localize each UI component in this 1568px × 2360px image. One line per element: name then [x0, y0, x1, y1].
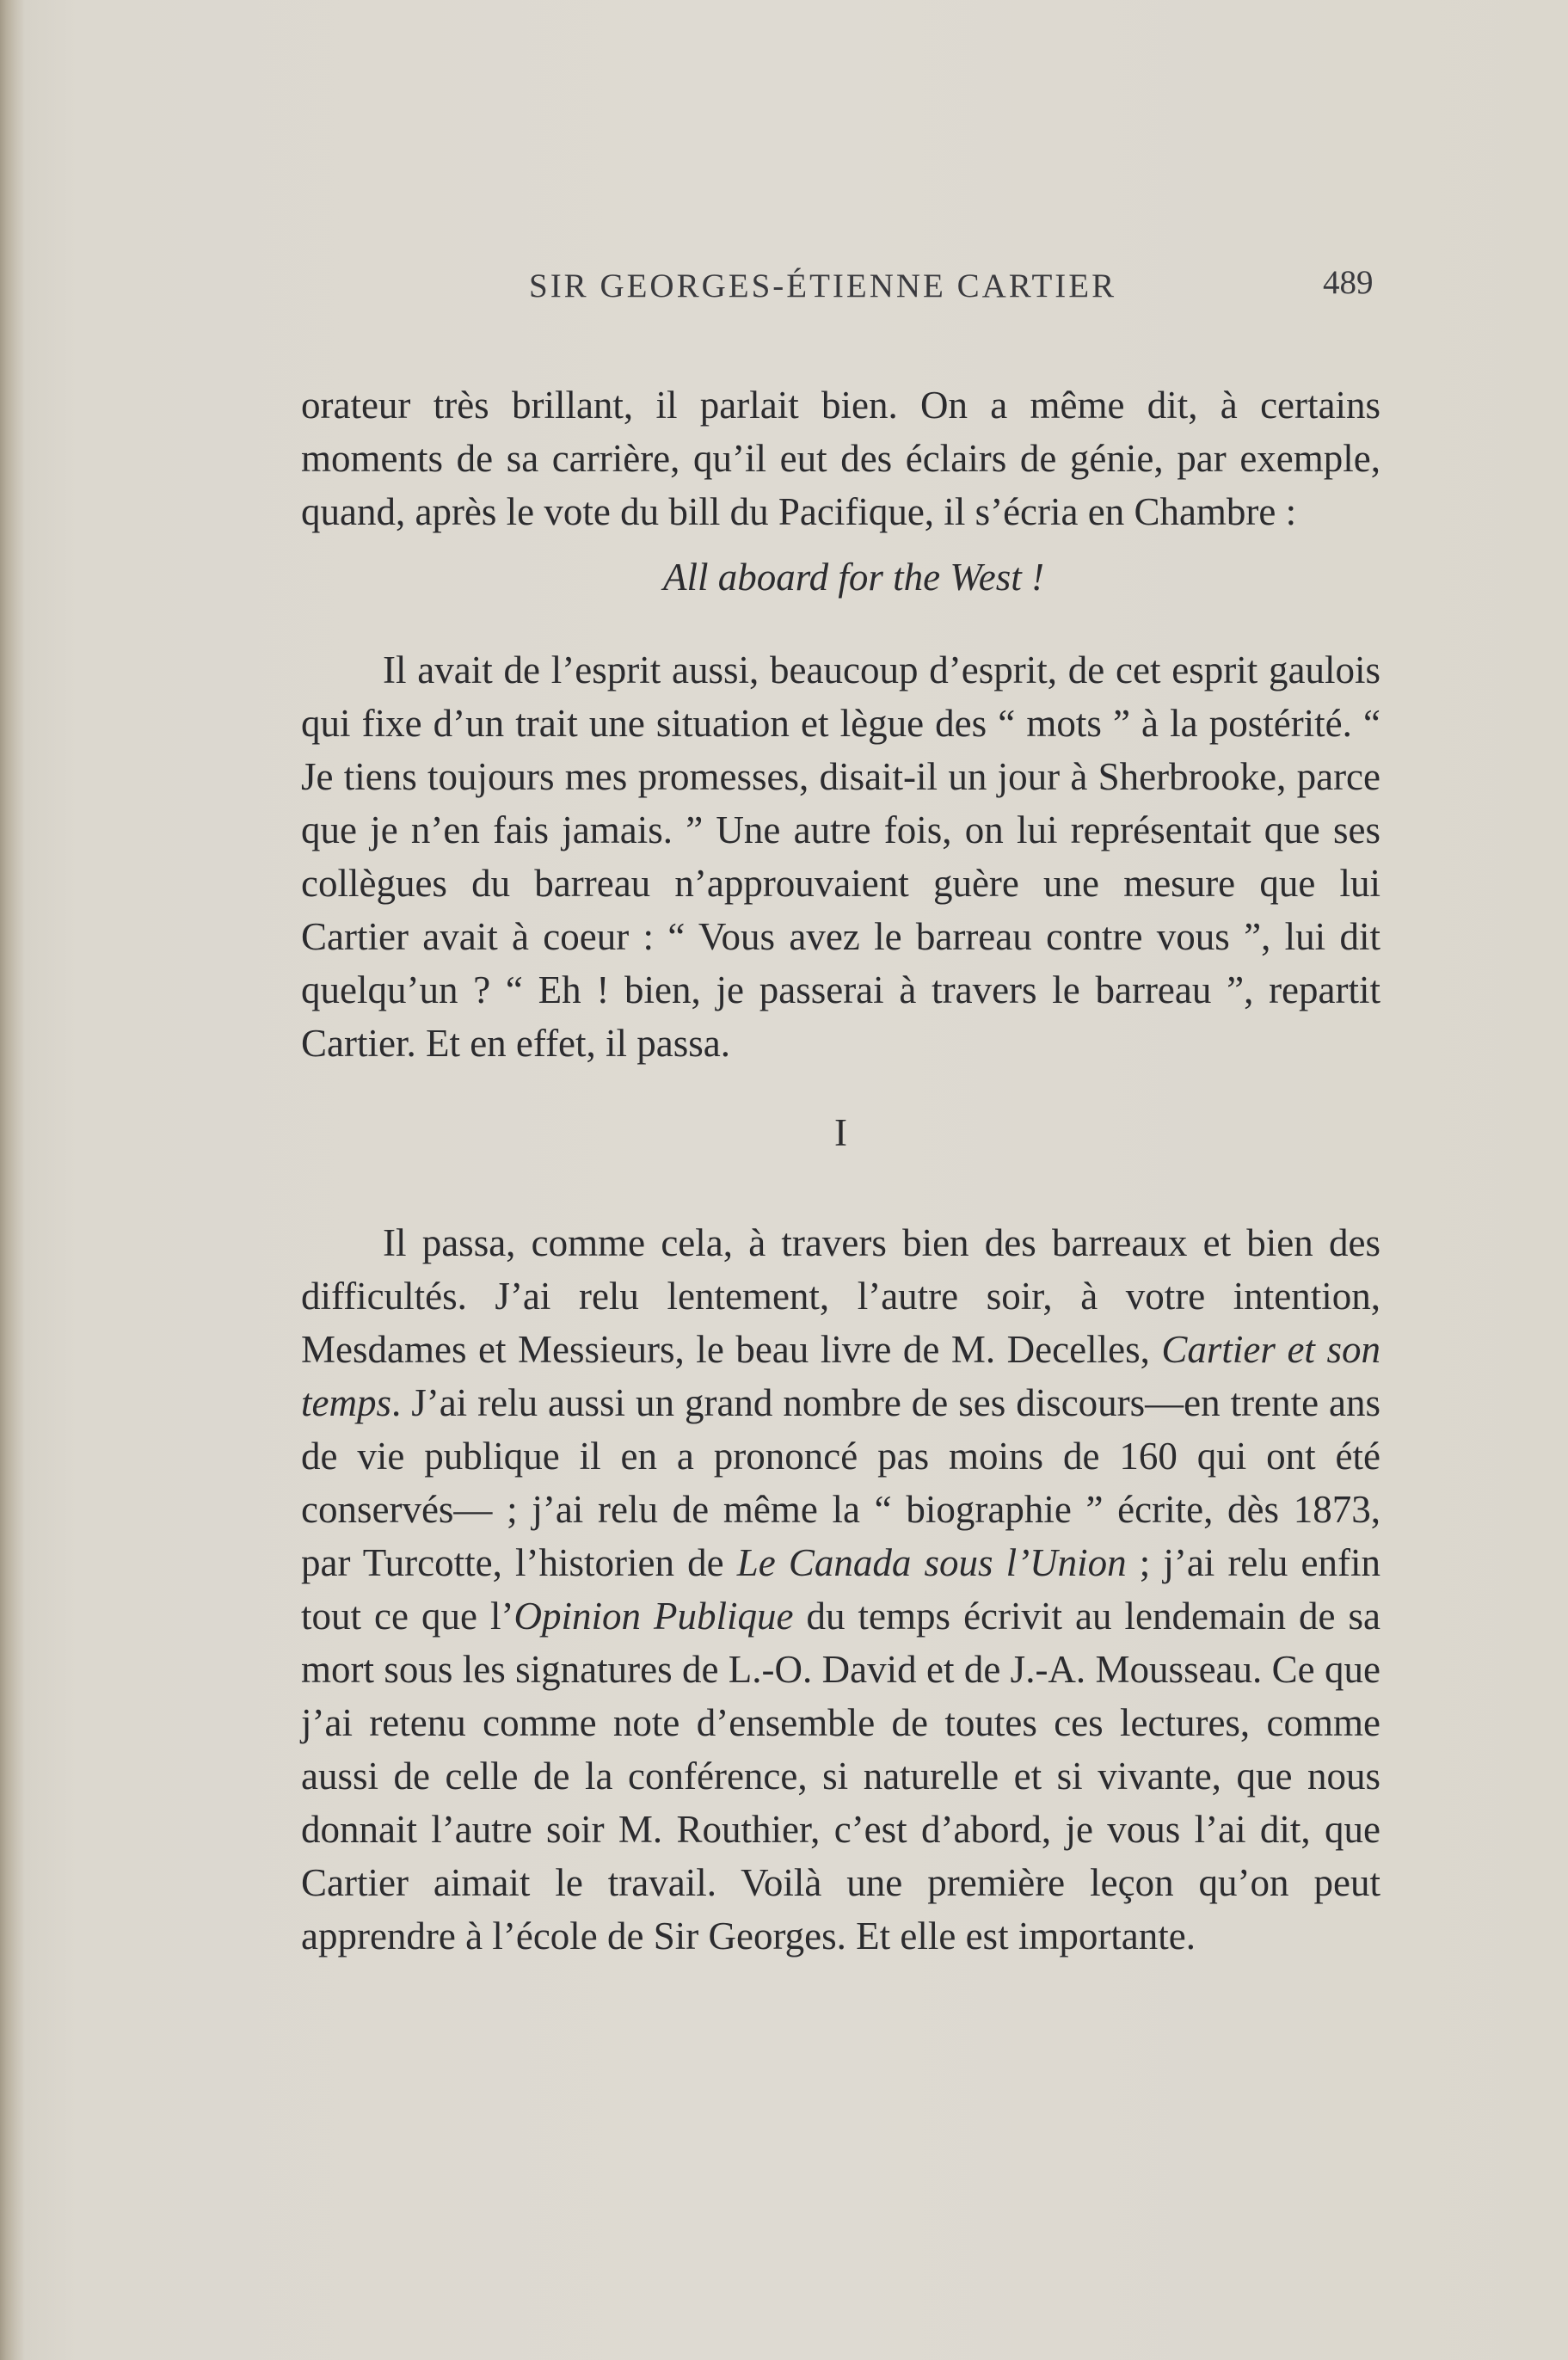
paragraph-3-part-c: ; j’ai relu enfin tout ce que l’ — [301, 1541, 1380, 1638]
section-numeral: I — [834, 1111, 847, 1154]
running-head-title: SIR GEORGES-ÉTIENNE CARTIER — [529, 267, 1117, 304]
paragraph-3-part-b: . J’ai relu aussi un grand nombre de ses discours—en trente ans de vie publique il en a prononcé pas moins de 160 qui ont été conservés— ; j’ai relu de même la “ biographie ” écrite, dès 1873, par Turcotte, l’historien de — [301, 1381, 1380, 1584]
paragraph-3-part-a: Il passa, comme cela, à travers bien des barreaux et bien des difficultés. J’ai relu lentement, l’autre soir, à votre intention, Mesdames et Messieurs, le beau livre de M. Decelles, — [301, 1221, 1380, 1371]
page-number: 489 — [1323, 264, 1374, 301]
paragraph-3-part-d: du temps écrivit au lendemain de sa mort sous les signatures de L.-O. David et de J.-A. Mousseau. Ce que j’ai retenu comme note d’ensemble de toutes ces lectures, comme aussi de celle de la conférence, si naturelle et si vivante, que nous donnait l’autre soir M. Routhier, c’est d’abord, je vous l’ai dit, que Cartier aimait le travail. Voilà une première leçon qu’on peut apprendre à l’école de Sir Georges. Et elle est importante. — [301, 1595, 1380, 1957]
body-text — [301, 378, 1380, 1963]
book-title-cartier-et-son-temps: Cartier et son temps — [301, 1328, 1380, 1424]
page-binding-edge — [0, 0, 24, 2360]
paragraph-2: Il avait de l’esprit aussi, beaucoup d’esprit, de cet esprit gaulois qui fixe d’un trait une situation et lègue des “ mots ” à la postérité. “ Je tiens toujours mes promesses, disait-il un jour à Sherbrooke, parce que je n’en fais jamais. ” Une autre fois, on lui représentait que ses collègues du barreau n’approuvaient guère une mesure que lui Cartier avait à coeur : “ Vous avez le barreau contre vous ”, lui dit quelqu’un ? “ Eh ! bien, je passerai à travers le barreau ”, repartit Cartier. Et en effet, il passa. — [301, 648, 1380, 1065]
book-title-le-canada-sous-l-union: Le Canada sous l’Union — [736, 1541, 1127, 1584]
paragraph-3 — [301, 1216, 1380, 1963]
paragraph-1: orateur très brillant, il parlait bien. On a même dit, à certains moments de sa carrière, qu’il eut des éclairs de génie, par exemple, quand, après le vote du bill du Pacifique, il s’écria en Chambre : — [301, 384, 1380, 533]
newspaper-title-opinion-publique: Opinion Publique — [513, 1595, 794, 1638]
quote-all-aboard: All aboard for the West ! — [663, 556, 1044, 599]
